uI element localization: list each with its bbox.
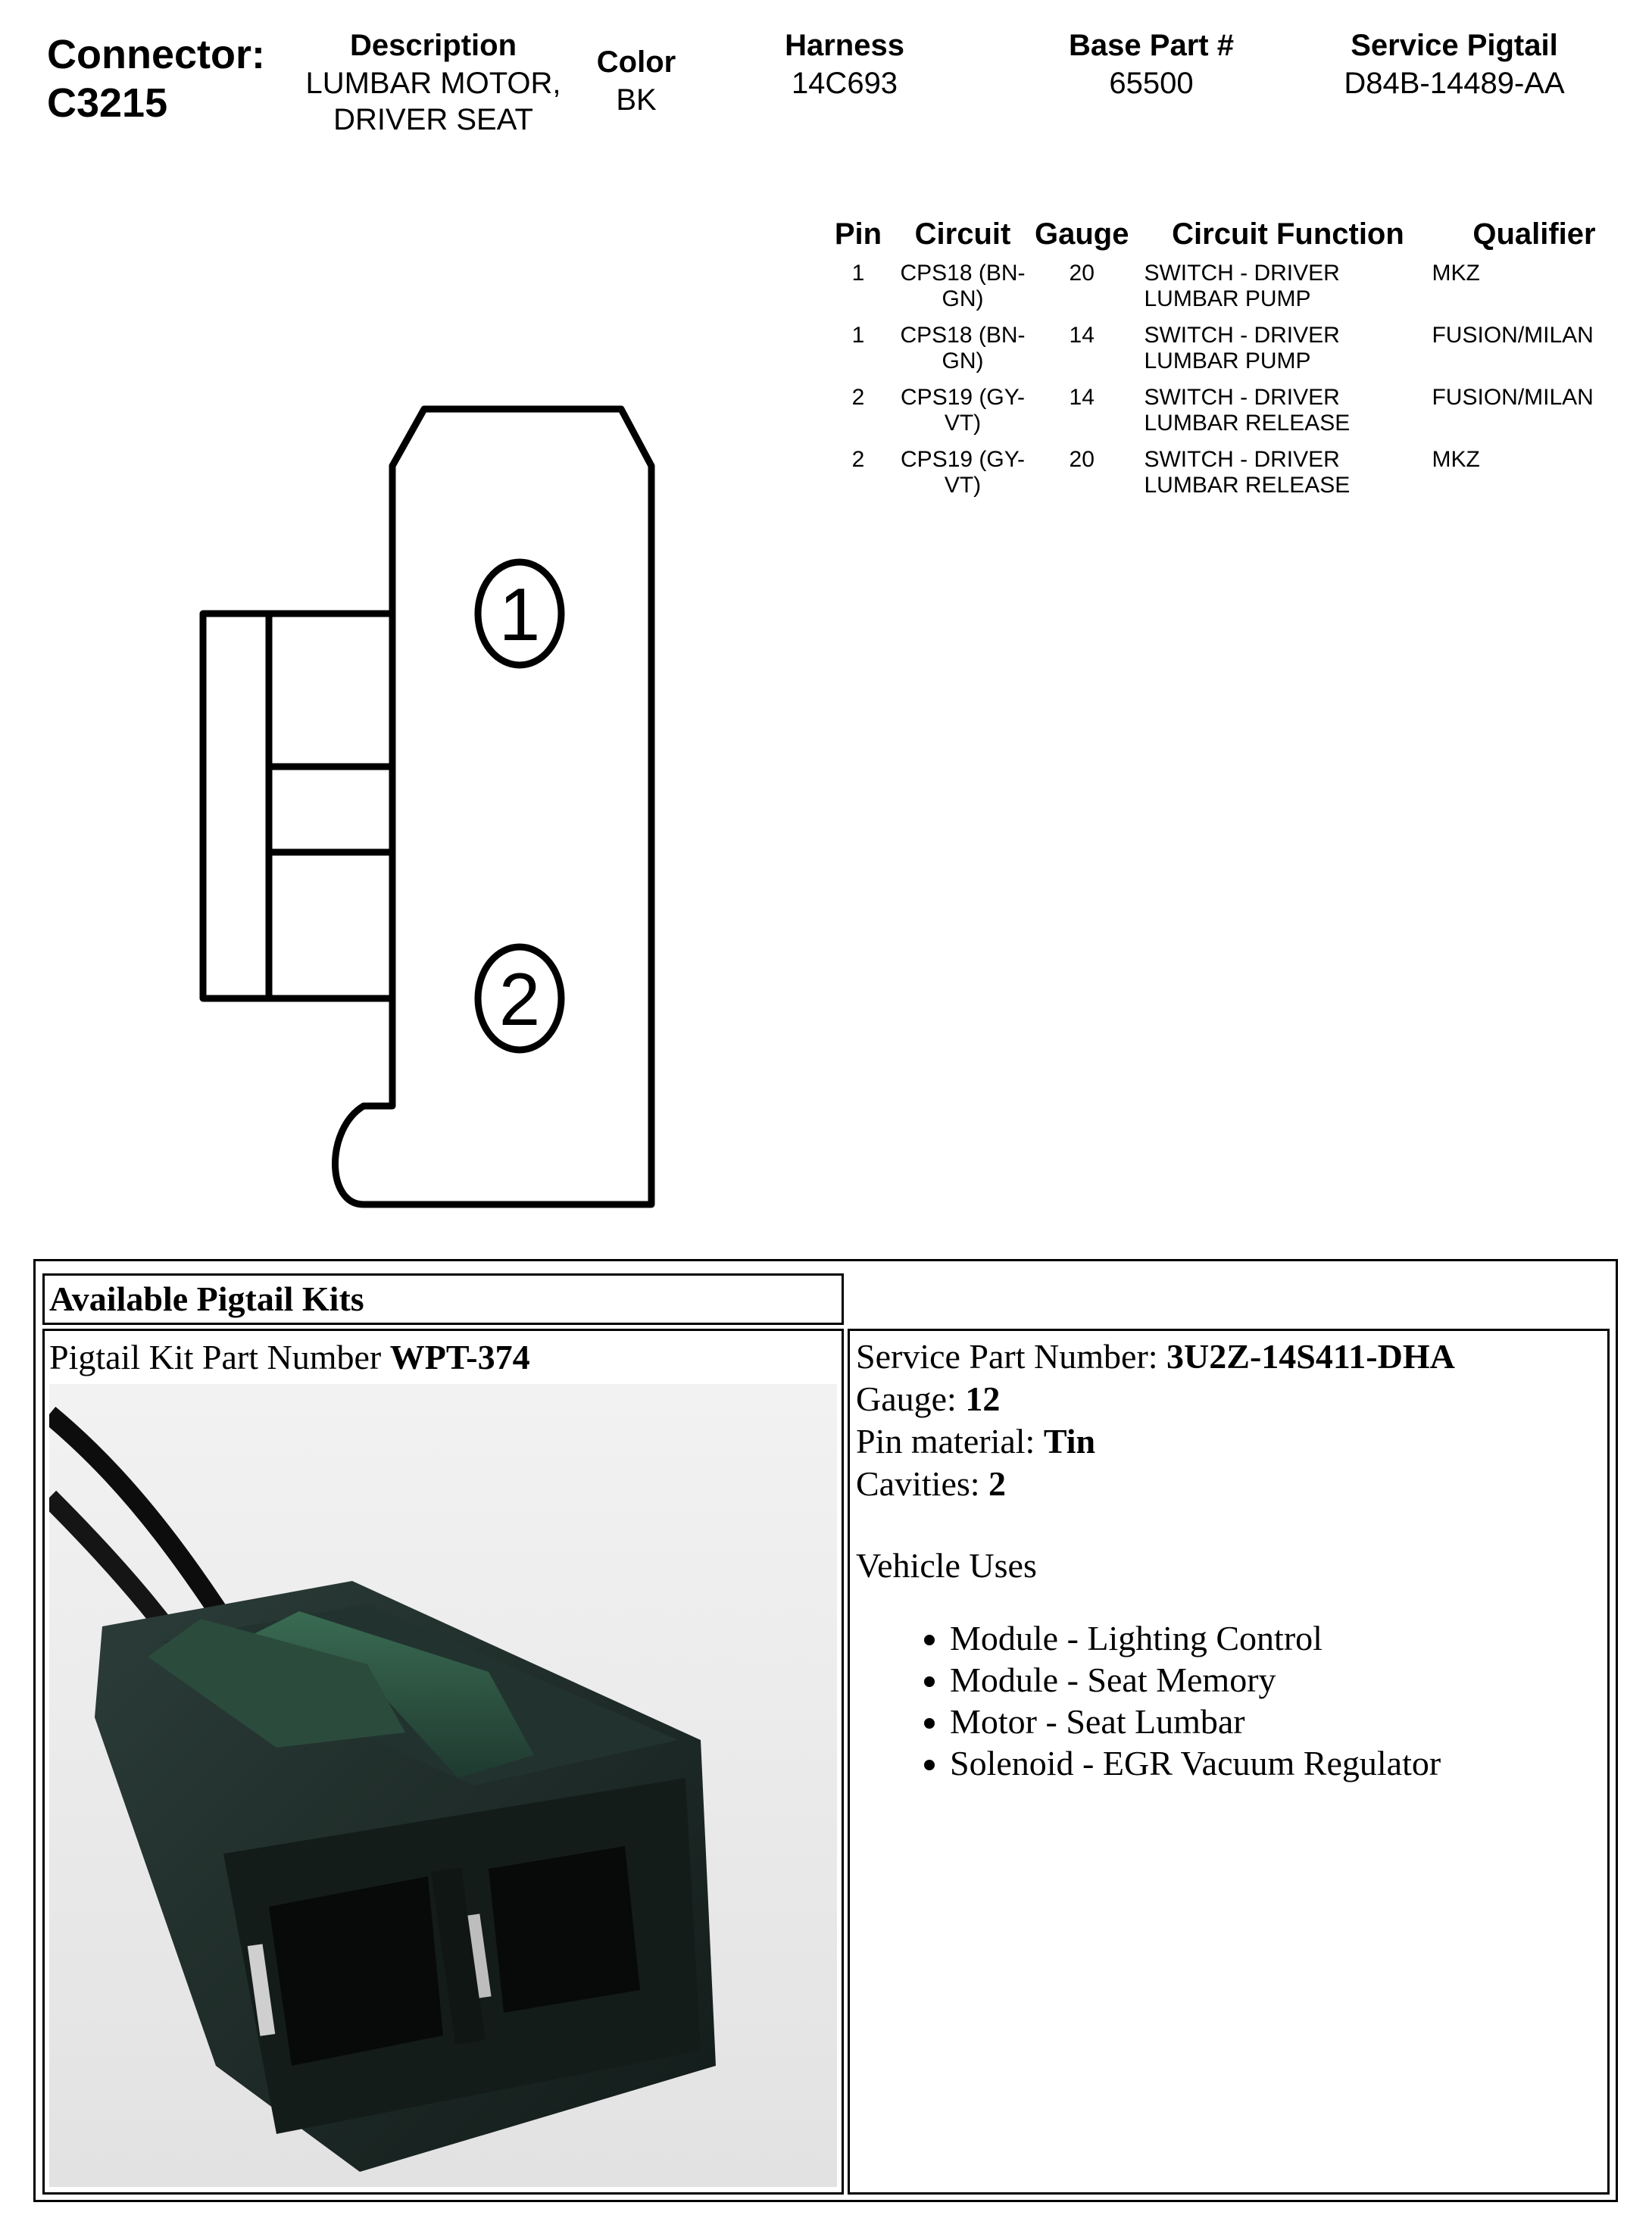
function-cell: [1129, 385, 1432, 447]
harness-value: 14C693: [791, 67, 898, 100]
function-line2: LUMBAR RELEASE: [1144, 473, 1351, 498]
column-header-gauge: Gauge: [1035, 217, 1129, 251]
description-line1: LUMBAR MOTOR,: [305, 67, 561, 100]
circuit-cell: [891, 385, 1035, 447]
service-pigtail-column: [1310, 26, 1598, 102]
function-line1: SWITCH - DRIVER: [1144, 385, 1340, 410]
cavities-line: [856, 1463, 1607, 1505]
base-part-column: [1030, 26, 1273, 102]
color-label: Color: [596, 45, 676, 79]
pin-material-label: Pin material:: [856, 1422, 1044, 1461]
circuit-line2: VT): [944, 473, 982, 498]
column-header-qualifier: Qualifier: [1472, 217, 1596, 251]
list-item: • Motor - Seat Lumbar: [950, 1701, 1607, 1742]
cavities-label: Cavities:: [856, 1464, 989, 1503]
service-pigtail-value: D84B-14489-AA: [1344, 67, 1565, 100]
function-line2: LUMBAR PUMP: [1144, 286, 1311, 311]
table-row: [826, 447, 1636, 509]
description-label: Description: [349, 29, 517, 62]
qualifier-cell: MKZ: [1432, 447, 1480, 472]
qualifier-cell: MKZ: [1432, 261, 1480, 286]
circuit-line1: CPS19 (GY-: [901, 385, 1025, 410]
gauge-cell: 20: [1069, 447, 1095, 472]
pin-cell: 2: [851, 447, 865, 472]
circuit-line1: CPS18 (BN-: [900, 261, 1026, 286]
function-line1: SWITCH - DRIVER: [1144, 261, 1340, 286]
pin-table: [826, 212, 1636, 509]
pin-cell: 1: [851, 261, 865, 286]
gauge-value: 12: [965, 1379, 1001, 1418]
connector-id: C3215: [47, 80, 168, 126]
pin-2-label: 2: [498, 958, 541, 1041]
gauge-line: [856, 1378, 1607, 1420]
circuit-cell: [891, 261, 1035, 323]
cavity-1: [269, 1876, 443, 2066]
table-row: [826, 385, 1636, 447]
function-cell: [1129, 447, 1432, 509]
color-value: BK: [616, 83, 657, 117]
circuit-cell: [891, 447, 1035, 509]
function-line1: SWITCH - DRIVER: [1144, 447, 1340, 472]
gauge-label: Gauge:: [856, 1379, 966, 1418]
qualifier-cell: FUSION/MILAN: [1432, 385, 1594, 410]
pigtail-kit-panel: [42, 1329, 844, 2195]
pin-cell: 1: [851, 323, 865, 348]
circuit-cell: [891, 323, 1035, 385]
service-part-label: Service Part Number:: [856, 1337, 1167, 1376]
pin-1-label: 1: [498, 573, 541, 656]
pin-material-line: [856, 1420, 1607, 1463]
service-part-value: 3U2Z-14S411-DHA: [1166, 1337, 1455, 1376]
service-part-line: [856, 1336, 1607, 1378]
circuit-line2: GN): [942, 348, 984, 373]
function-cell: [1129, 261, 1432, 323]
pigtail-kit-label: Pigtail Kit Part Number: [49, 1338, 390, 1376]
connector-label: Connector:: [47, 32, 265, 77]
description-line2: DRIVER SEAT: [333, 103, 533, 136]
function-cell: [1129, 323, 1432, 385]
vehicle-uses-list: [856, 1617, 1607, 1784]
gauge-cell: 14: [1069, 323, 1095, 348]
cavities-value: 2: [988, 1464, 1007, 1503]
qualifier-cell: FUSION/MILAN: [1432, 323, 1594, 348]
gauge-cell: 14: [1069, 385, 1095, 410]
list-item: • Module - Seat Memory: [950, 1659, 1607, 1701]
list-item: • Solenoid - EGR Vacuum Regulator: [950, 1742, 1607, 1784]
pin-cell: 2: [851, 385, 865, 410]
vehicle-uses-title: Vehicle Uses: [856, 1546, 1037, 1585]
service-part-panel: [848, 1329, 1610, 2195]
list-item: • Module - Lighting Control: [950, 1617, 1607, 1659]
base-part-label: Base Part #: [1069, 29, 1234, 62]
connector-face-diagram: [0, 0, 682, 1227]
harness-label: Harness: [785, 29, 904, 62]
pigtail-photo: [49, 1384, 837, 2187]
pigtail-kit-number: WPT-374: [389, 1338, 530, 1376]
pigtail-kit-line: [49, 1337, 530, 1378]
column-header-circuit: Circuit: [914, 217, 1011, 251]
function-line2: LUMBAR RELEASE: [1144, 411, 1351, 436]
table-row: [826, 261, 1636, 323]
column-header-circuit-function: Circuit Function: [1172, 217, 1404, 251]
circuit-line2: GN): [942, 286, 984, 311]
pin-material-value: Tin: [1043, 1422, 1096, 1461]
gauge-cell: 20: [1069, 261, 1095, 286]
base-part-value: 65500: [1109, 67, 1194, 100]
service-pigtail-label: Service Pigtail: [1351, 29, 1558, 62]
harness-column: [765, 26, 924, 102]
available-pigtail-kits-heading: Available Pigtail Kits: [42, 1273, 844, 1325]
circuit-line1: CPS18 (BN-: [900, 323, 1026, 348]
circuit-line1: CPS19 (GY-: [901, 447, 1025, 472]
pin-table-header: [826, 212, 1636, 261]
connector-body-outline: [336, 409, 652, 1204]
circuit-line2: VT): [944, 411, 982, 436]
cavity-2: [489, 1846, 640, 2013]
function-line2: LUMBAR PUMP: [1144, 348, 1311, 373]
column-header-pin: Pin: [834, 217, 882, 251]
function-line1: SWITCH - DRIVER: [1144, 323, 1340, 348]
table-row: [826, 323, 1636, 385]
connector-latch-outline: [203, 614, 392, 998]
